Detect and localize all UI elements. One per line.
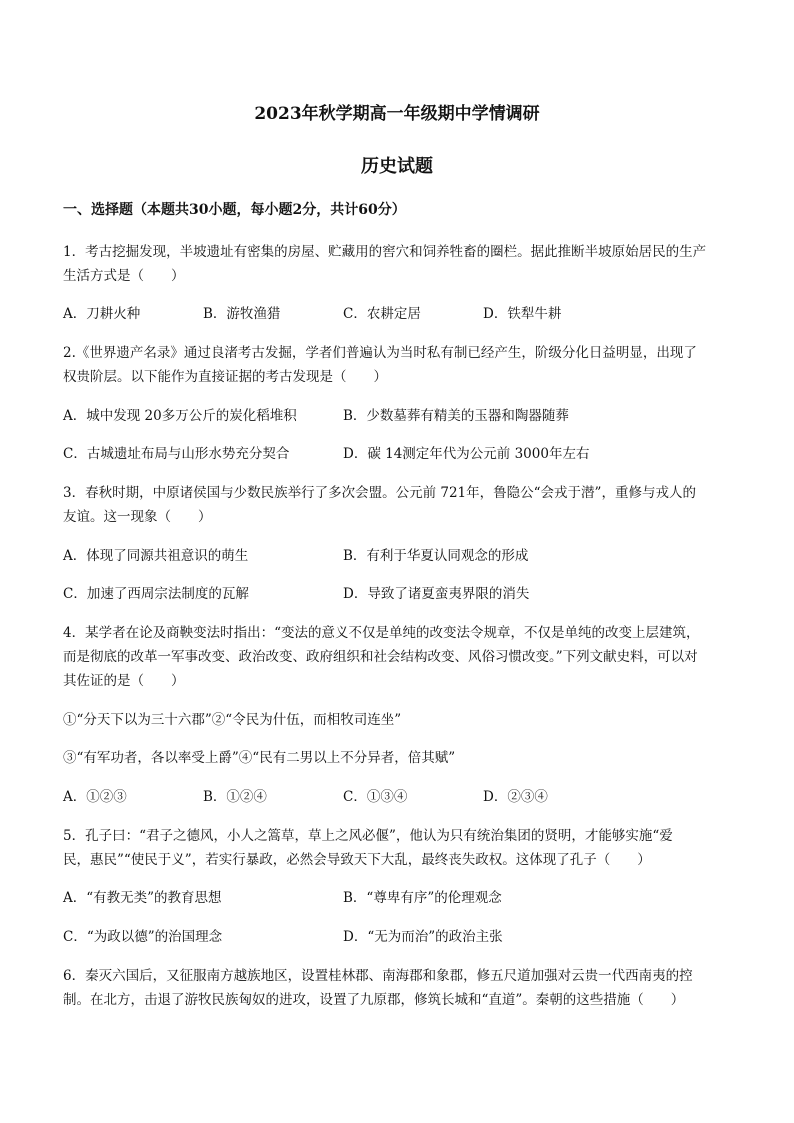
- question-5-option-b: B．“尊卑有序”的伦理观念: [343, 890, 502, 906]
- question-4-statement-1: ①“分天下以为三十六郡”②“令民为什伍，而相牧司连坐”: [63, 712, 402, 728]
- question-6-line-2: 制。在北方，击退了游牧民族匈奴的进攻，设置了九原郡，修筑长城和“直道”。秦朝的这些措施（ ）: [63, 992, 685, 1008]
- question-4-line-2: 而是彻底的改革一军事改变、政治改变、政府组织和社会结构改变、风俗习惯改变。”下列文献史料，可以对: [63, 649, 698, 665]
- question-3-option-b: B．有利于华夏认同观念的形成: [343, 548, 529, 564]
- question-2-option-b: B．少数墓葬有精美的玉器和陶器随葬: [343, 408, 569, 424]
- question-4-line-3: 其佐证的是（ ）: [63, 673, 185, 689]
- question-1-option-a: A．刀耕火种: [63, 306, 141, 322]
- question-2-option-d: D．碳 14测定年代为公元前 3000年左右: [343, 446, 590, 462]
- question-5-option-a: A．“有教无类”的教育思想: [63, 890, 222, 906]
- question-3-option-c: C．加速了西周宗法制度的瓦解: [63, 586, 249, 602]
- question-1-option-b: B．游牧渔猎: [203, 306, 281, 322]
- question-3-line-2: 友谊。这一现象（ ）: [63, 509, 212, 525]
- question-3-option-a: A．体现了同源共祖意识的萌生: [63, 548, 249, 564]
- question-3-line-1: 3．春秋时期，中原诸侯国与少数民族举行了多次会盟。公元前 721年，鲁隐公“会戎于潜”，重修与戎人的: [63, 485, 696, 501]
- question-2-option-a: A．城中发现 20多万公斤的炭化稻堆积: [63, 408, 297, 424]
- question-4-option-d: D．②③④: [483, 789, 548, 805]
- question-2-line-2: 权贵阶层。以下能作为直接证据的考古发现是（ ）: [63, 369, 387, 385]
- question-1-line-1: 1．考古挖掘发现，半坡遗址有密集的房屋、贮藏用的窖穴和饲养牲畜的圈栏。据此推断半坡原始居民的生产: [63, 244, 707, 260]
- exam-title: 2023年秋学期高一年级期中学情调研: [254, 104, 540, 124]
- question-5-option-d: D．“无为而治”的政治主张: [343, 929, 503, 945]
- section-heading: 一、选择题（本题共30小题，每小题2分，共计60分）: [63, 202, 406, 218]
- question-2-option-c: C．古城遗址布局与山形水势充分契合: [63, 446, 290, 462]
- question-1-option-d: D．铁犁牛耕: [483, 306, 562, 322]
- question-4-option-b: B．①②④: [203, 789, 267, 805]
- question-3-option-d: D．导致了诸夏蛮夷界限的消失: [343, 586, 530, 602]
- question-1-line-2: 生活方式是（ ）: [63, 268, 185, 284]
- question-4-line-1: 4．某学者在论及商鞅变法时指出：“变法的意义不仅是单纯的改变法令规章，不仅是单纯的改变上层建筑，: [63, 625, 700, 641]
- question-1-option-c: C．农耕定居: [343, 306, 421, 322]
- question-4-option-a: A．①②③: [63, 789, 127, 805]
- question-4-option-c: C．①③④: [343, 789, 408, 805]
- question-2-line-1: 2.《世界遗产名录》通过良渚考古发掘，学者们普遍认为当时私有制已经产生，阶级分化日益明显，出现了: [63, 345, 697, 361]
- question-5-line-2: 民，惠民”“使民于义”，若实行暴政，必然会导致天下大乱，最终丧失政权。这体现了孔子（ ）: [63, 852, 651, 868]
- question-4-statement-2: ③“有军功者，各以率受上爵”④“民有二男以上不分异者，倍其赋”: [63, 750, 456, 766]
- question-5-option-c: C．“为政以德”的治国理念: [63, 929, 223, 945]
- question-5-line-1: 5．孔子曰：“君子之德风，小人之篙草，草上之风必偃”，他认为只有统治集团的贤明，才能够实施“爱: [63, 828, 673, 844]
- question-6-line-1: 6．秦灭六国后，又征服南方越族地区，设置桂林郡、南海郡和象郡，修五尺道加强对云贵一代西南夷的控: [63, 968, 693, 984]
- exam-subtitle: 历史试题: [361, 156, 433, 177]
